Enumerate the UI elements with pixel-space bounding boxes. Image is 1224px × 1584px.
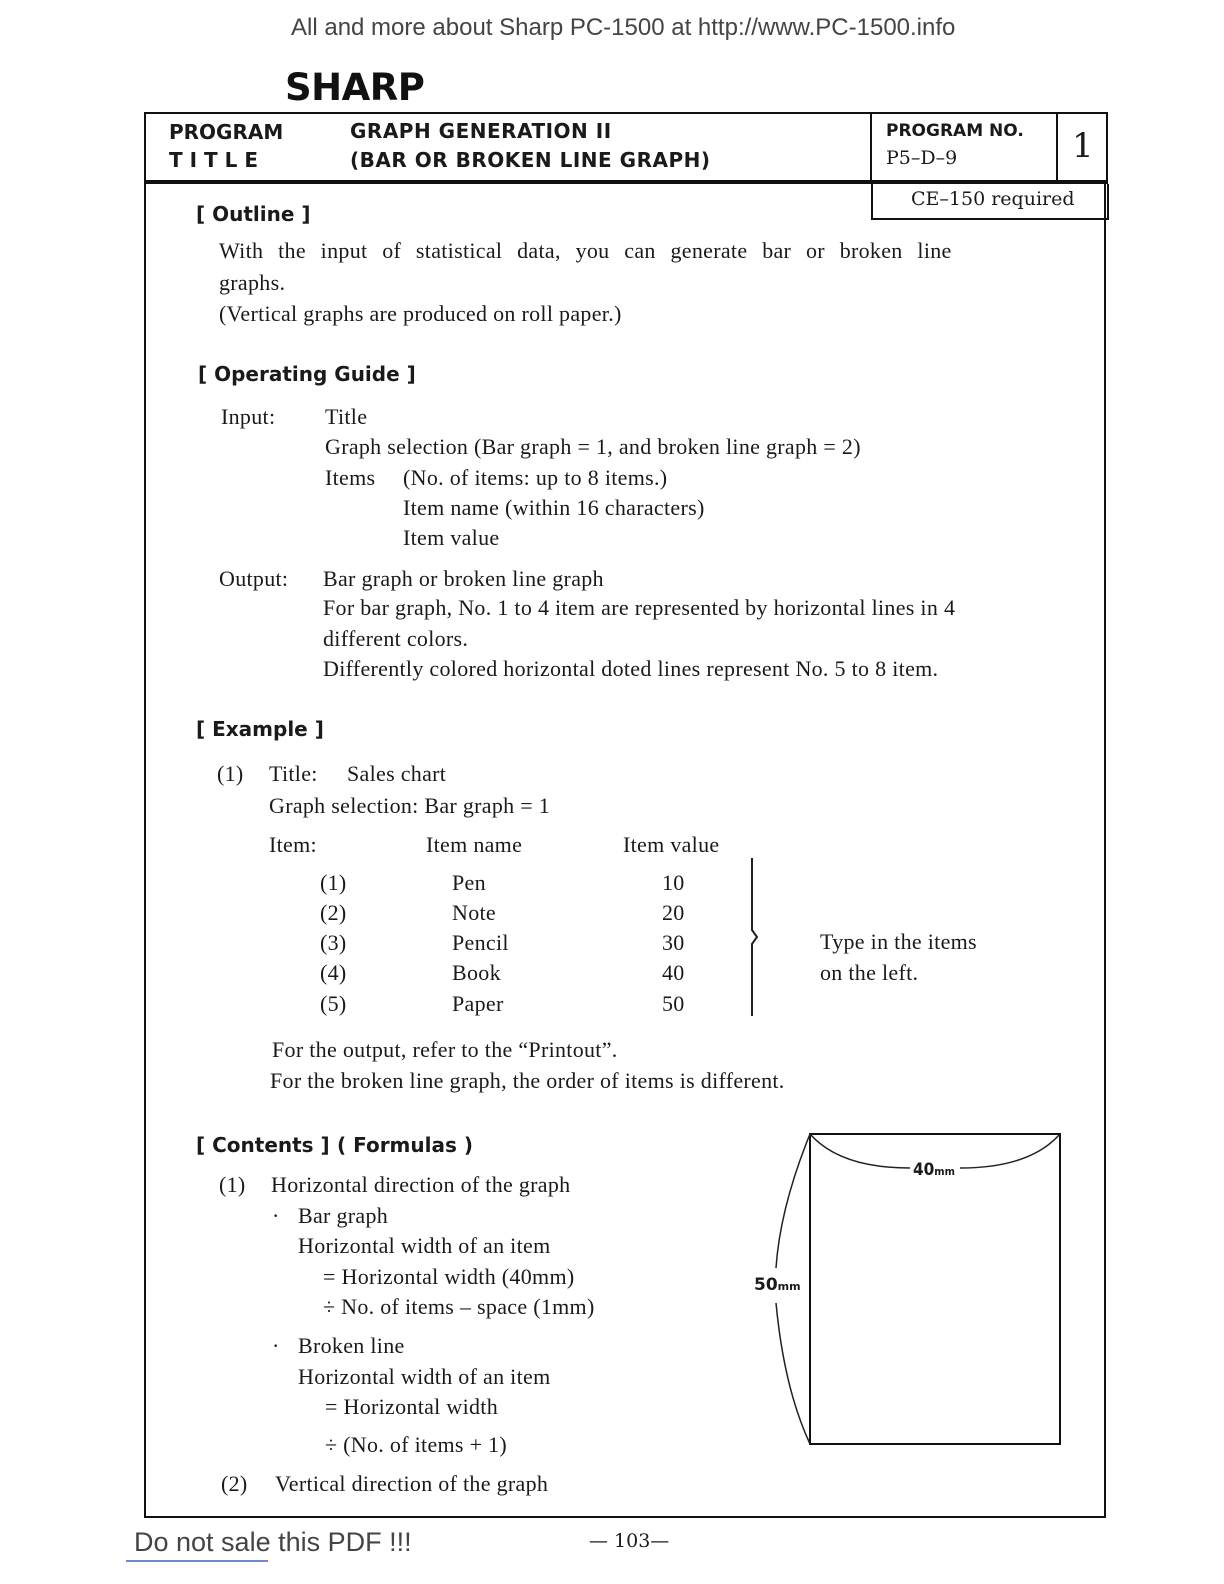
input-line-items-count: (No. of items: up to 8 items.) — [403, 465, 668, 490]
bar-graph-title: Bar graph — [298, 1203, 389, 1228]
width-value: 40 — [913, 1160, 935, 1180]
height-dimension-arc-top — [776, 1134, 810, 1268]
table-row-no: (2) — [320, 900, 347, 925]
example-footer2: For the broken line graph, the order of items is different. — [270, 1068, 785, 1093]
width-dimension-arc-right — [960, 1134, 1060, 1168]
outline-line2: graphs. — [219, 270, 286, 295]
requirement-text: CE–150 required — [911, 188, 1075, 210]
broken-formula-line2: = Horizontal width — [325, 1394, 498, 1419]
table-row-value: 50 — [662, 991, 685, 1016]
height-value: 50 — [754, 1275, 778, 1295]
input-line-graph-selection: Graph selection (Bar graph = 1, and broken line graph = 2) — [325, 434, 861, 459]
frame-left — [144, 182, 146, 1518]
frame-bottom — [144, 1516, 1106, 1518]
formulas-subheading: ( Formulas ) — [337, 1133, 473, 1157]
output-line2: For bar graph, No. 1 to 4 item are represented by horizontal lines in 4 — [323, 595, 956, 620]
contents-item1-title: Horizontal direction of the graph — [271, 1172, 571, 1197]
outline-line1: With the input of statistical data, you can generate bar or broken line — [219, 238, 952, 263]
table-row-no: (1) — [320, 870, 347, 895]
table-row-name: Pen — [452, 870, 486, 895]
guide-heading: [ Operating Guide ] — [198, 362, 416, 386]
header-divider-2 — [1056, 112, 1058, 182]
height-dimension-arc-bottom — [776, 1303, 810, 1444]
width-dimension-arc — [810, 1134, 910, 1168]
output-line4: Differently colored horizontal doted lines represent No. 5 to 8 item. — [323, 656, 939, 681]
table-row-name: Note — [452, 900, 496, 925]
example-note-line2: on the left. — [820, 960, 919, 985]
table-row-value: 20 — [662, 900, 685, 925]
frame-right — [1104, 182, 1106, 1518]
example-title-value: Sales chart — [347, 761, 447, 786]
bar-formula-line3: ÷ No. of items – space (1mm) — [323, 1294, 595, 1319]
col-item-value: Item value — [623, 832, 720, 857]
brand-logo: SHARP — [285, 66, 425, 109]
height-unit: mm — [777, 1280, 801, 1293]
input-line-item-value: Item value — [403, 525, 500, 550]
table-row-name: Book — [452, 960, 501, 985]
top-note: All and more about Sharp PC-1500 at http://www.PC-1500.info — [291, 14, 956, 41]
example-number: (1) — [217, 761, 244, 786]
table-row-value: 40 — [662, 960, 685, 985]
graph-area-rect — [810, 1134, 1060, 1444]
bullet-bar: · — [272, 1203, 280, 1228]
output-label: Output: — [219, 566, 289, 591]
input-line-item-name: Item name (within 16 characters) — [403, 495, 705, 520]
broken-formula-line3: ÷ (No. of items + 1) — [325, 1432, 508, 1457]
page-index: 1 — [1072, 126, 1094, 166]
output-line3: different colors. — [323, 626, 469, 651]
outline-line3: (Vertical graphs are produced on roll paper.) — [219, 301, 622, 326]
header-divider — [870, 112, 872, 182]
contents-item2-title: Vertical direction of the graph — [275, 1471, 549, 1496]
bar-formula-line2: = Horizontal width (40mm) — [323, 1264, 575, 1289]
program-title-line1: GRAPH GENERATION II — [350, 119, 612, 143]
output-line1: Bar graph or broken line graph — [323, 566, 604, 591]
footer-underline — [126, 1560, 268, 1562]
outline-heading: [ Outline ] — [196, 202, 311, 226]
example-note-line1: Type in the items — [820, 929, 977, 954]
example-footer1: For the output, refer to the “Printout”. — [272, 1037, 618, 1062]
contents-item2-num: (2) — [221, 1471, 248, 1496]
table-row-name: Paper — [452, 991, 504, 1016]
height-label — [754, 1275, 801, 1295]
example-item-label: Item: — [269, 832, 317, 857]
page-number: — 103— — [589, 1530, 670, 1552]
contents-item1-num: (1) — [219, 1172, 246, 1197]
width-label — [913, 1160, 955, 1180]
brace-bracket — [744, 856, 764, 1018]
program-no-label: PROGRAM NO. — [886, 121, 1024, 141]
bar-formula-line1: Horizontal width of an item — [298, 1233, 551, 1258]
broken-formula-line1: Horizontal width of an item — [298, 1364, 551, 1389]
example-graph-selection: Graph selection: Bar graph = 1 — [269, 793, 551, 818]
table-row-name: Pencil — [452, 930, 509, 955]
table-row-no: (5) — [320, 991, 347, 1016]
bullet-broken: · — [272, 1333, 280, 1358]
program-title-line2: (BAR OR BROKEN LINE GRAPH) — [350, 148, 711, 172]
input-line-title: Title — [325, 404, 368, 429]
broken-line-title: Broken line — [298, 1333, 405, 1358]
example-title-label: Title: — [269, 761, 318, 786]
col-item-name: Item name — [426, 832, 523, 857]
input-line-items: Items — [325, 465, 376, 490]
title-label: T I T L E — [169, 148, 258, 172]
width-unit: mm — [934, 1165, 955, 1178]
example-heading: [ Example ] — [196, 717, 324, 741]
input-label: Input: — [221, 404, 276, 429]
table-row-no: (4) — [320, 960, 347, 985]
program-no-value: P5–D–9 — [886, 147, 958, 169]
footer-notice: Do not sale this PDF !!! — [134, 1527, 412, 1557]
program-label: PROGRAM — [169, 120, 284, 144]
table-row-value: 30 — [662, 930, 685, 955]
table-row-value: 10 — [662, 870, 685, 895]
table-row-no: (3) — [320, 930, 347, 955]
contents-heading: [ Contents ] — [196, 1133, 330, 1157]
